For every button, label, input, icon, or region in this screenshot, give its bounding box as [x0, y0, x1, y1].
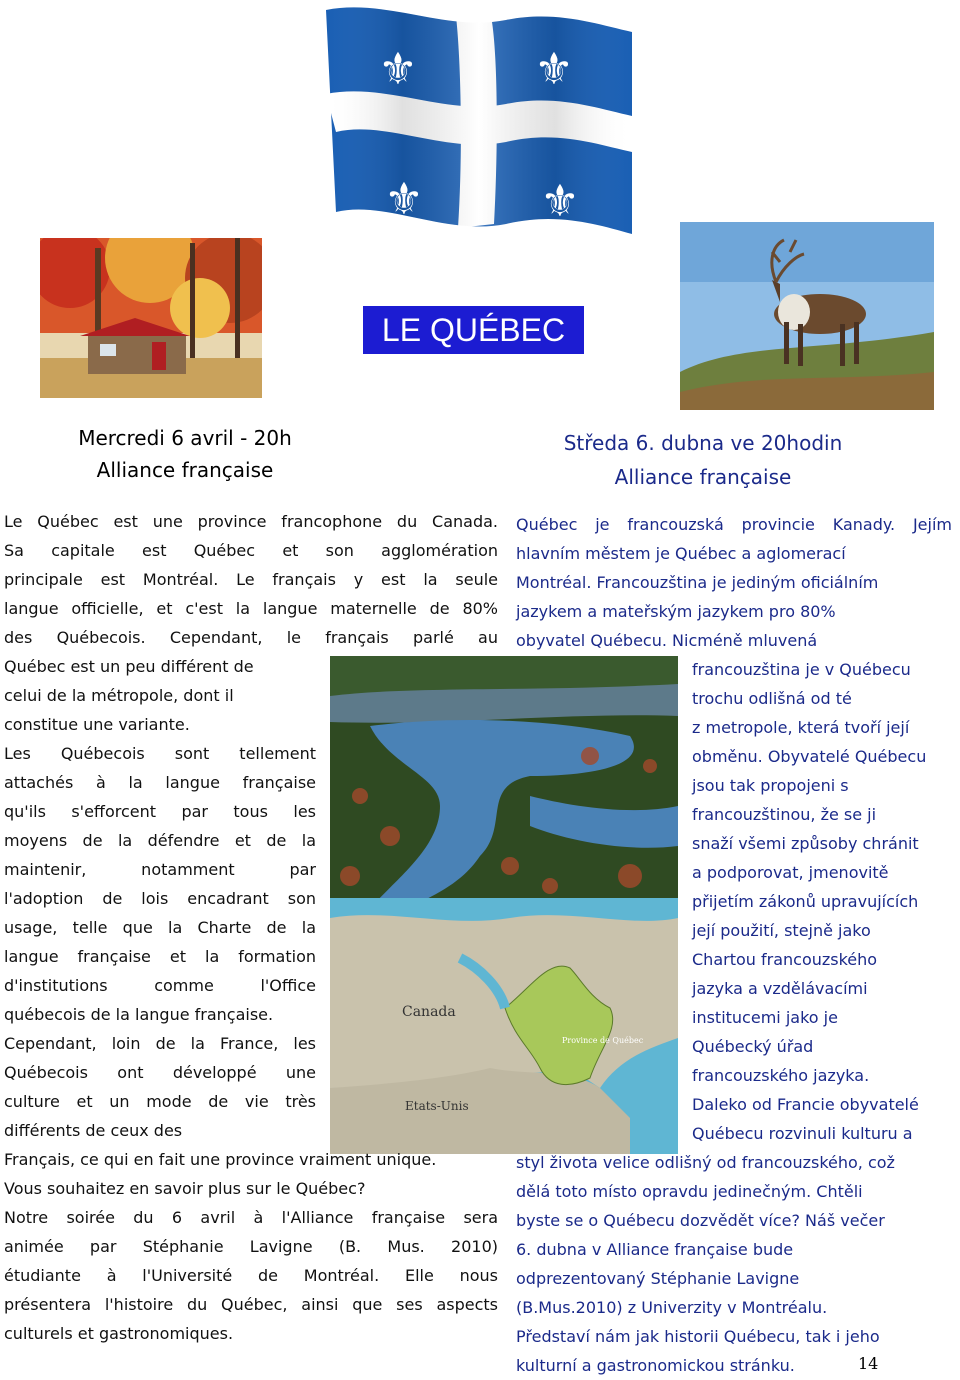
cz-line: jsou tak propojeni s	[692, 776, 849, 795]
page-title: LE QUÉBEC	[363, 306, 584, 354]
fr-line: Sa capitale est Québec et son agglomération	[4, 541, 498, 560]
fr-line: maintenir, notamment par	[4, 860, 316, 879]
cz-line: Montréal. Francouzština je jediným oficiálním	[516, 573, 879, 592]
french-header-venue: Alliance française	[96, 458, 274, 482]
svg-text:⚜: ⚜	[384, 174, 424, 225]
cz-line: dělá toto místo opravdu jedinečným. Chtěli	[516, 1182, 863, 1201]
cz-line: styl života velice odlišný od francouzského, což	[516, 1153, 895, 1172]
caribou-photo	[680, 222, 934, 410]
fr-line: Français, ce qui en fait une province vraiment unique.	[4, 1150, 437, 1169]
fr-line: celui de la métropole, dont il	[4, 686, 234, 705]
cz-line: z metropole, která tvoří její	[692, 718, 910, 737]
quebec-flag-image	[326, 2, 638, 238]
french-header-date: Mercredi 6 avril - 20h	[78, 426, 292, 450]
fr-line: langue officielle, et c'est la langue maternelle de 80%	[4, 599, 498, 618]
fr-line: Québec est un peu différent de	[4, 657, 254, 676]
cz-line: jazykem a mateřským jazykem pro 80%	[516, 602, 836, 621]
cz-line: Québecu rozvinuli kulturu a	[692, 1124, 913, 1143]
cz-line: Québec je francouzská provincie Kanady. Jejím	[516, 515, 952, 534]
cz-line: přijetím zákonů upravujících	[692, 892, 919, 911]
cz-line: kulturní a gastronomickou stránku.	[516, 1356, 795, 1375]
fr-line: Notre soirée du 6 avril à l'Alliance française sera	[4, 1208, 498, 1227]
fr-line: Les Québecois sont tellement	[4, 744, 316, 763]
map-label-canada: Canada	[402, 1004, 456, 1020]
fr-line: Québecois ont développé une	[4, 1063, 316, 1082]
fr-line: culture et un mode de vie très	[4, 1092, 316, 1111]
svg-text:⚜: ⚜	[540, 176, 580, 227]
czech-header-venue: Alliance française	[614, 465, 792, 489]
fr-line: différents de ceux des	[4, 1121, 183, 1140]
cz-line: byste se o Québecu dozvědět více? Náš večer	[516, 1211, 885, 1230]
czech-header	[516, 426, 890, 494]
fr-line: qu'ils s'efforcent par tous les	[4, 802, 316, 821]
map-label-province: Province de Québec	[562, 1036, 644, 1045]
cz-line: její použití, stejně jako	[692, 921, 871, 940]
cz-line: francouzština je v Québecu	[692, 660, 911, 679]
cz-line: francouzštinou, že se ji	[692, 805, 877, 824]
cz-line: obměnu. Obyvatelé Québecu	[692, 747, 927, 766]
cz-line: snaží všemi způsoby chránit	[692, 834, 919, 853]
cz-line: jazyka a vzdělávacími	[692, 979, 868, 998]
fr-line: Vous souhaitez en savoir plus sur le Québec?	[4, 1179, 366, 1198]
fr-line: moyens de la défendre et de la	[4, 831, 316, 850]
fr-line: Cependant, loin de la France, les	[4, 1034, 316, 1053]
cz-line: Québecký úřad	[692, 1037, 814, 1056]
fr-line: culturels et gastronomiques.	[4, 1324, 234, 1343]
fr-line: usage, telle que la Charte de la	[4, 918, 316, 937]
fr-line: d'institutions comme l'Office	[4, 976, 316, 995]
svg-text:⚜: ⚜	[534, 44, 574, 95]
fr-line: des Québecois. Cependant, le français parlé au	[4, 628, 498, 647]
fr-line: l'adoption de lois encadrant son	[4, 889, 316, 908]
czech-header-date: Středa 6. dubna ve 20hodin	[563, 431, 843, 455]
fr-line: animée par Stéphanie Lavigne (B. Mus. 2010)	[4, 1237, 498, 1256]
cz-line: Chartou francouzského	[692, 950, 878, 969]
cz-line: trochu odlišná od té	[692, 689, 852, 708]
fr-line: principale est Montréal. Le français y est la seule	[4, 570, 498, 589]
map-label-usa: Etats-Unis	[405, 1099, 469, 1113]
page-number: 14	[858, 1354, 879, 1373]
cz-line: francouzského jazyka.	[692, 1066, 870, 1085]
cz-line: Představí nám jak historii Québecu, tak i jeho	[516, 1327, 880, 1346]
fr-line: attachés à la langue française	[4, 773, 316, 792]
french-header	[40, 422, 330, 486]
fr-line: étudiante à l'Université de Montréal. Elle nous	[4, 1266, 498, 1285]
fr-line: Le Québec est une province francophone du Canada.	[4, 512, 498, 531]
cz-line: 6. dubna v Alliance française bude	[516, 1240, 794, 1259]
fr-line: québecois de la langue française.	[4, 1005, 274, 1024]
cz-line: odprezentovaný Stéphanie Lavigne	[516, 1269, 800, 1288]
fr-line: langue française et la formation	[4, 947, 316, 966]
cz-line: a podporovat, jmenovitě	[692, 863, 889, 882]
cz-line: hlavním městem je Québec a aglomerací	[516, 544, 846, 563]
autumn-cabin-photo	[40, 238, 262, 398]
cz-line: (B.Mus.2010) z Univerzity v Montréalu.	[516, 1298, 828, 1317]
svg-text:⚜: ⚜	[378, 44, 418, 95]
french-text	[4, 507, 498, 1348]
cz-line: institucemi jako je	[692, 1008, 838, 1027]
cz-line: obyvatel Québecu. Nicméně mluvená	[516, 631, 818, 650]
cz-line: Daleko od Francie obyvatelé	[692, 1095, 919, 1114]
czech-text	[516, 510, 952, 1380]
fr-line: constitue une variante.	[4, 715, 190, 734]
fr-line: présentera l'histoire du Québec, ainsi que ses aspects	[4, 1295, 498, 1314]
